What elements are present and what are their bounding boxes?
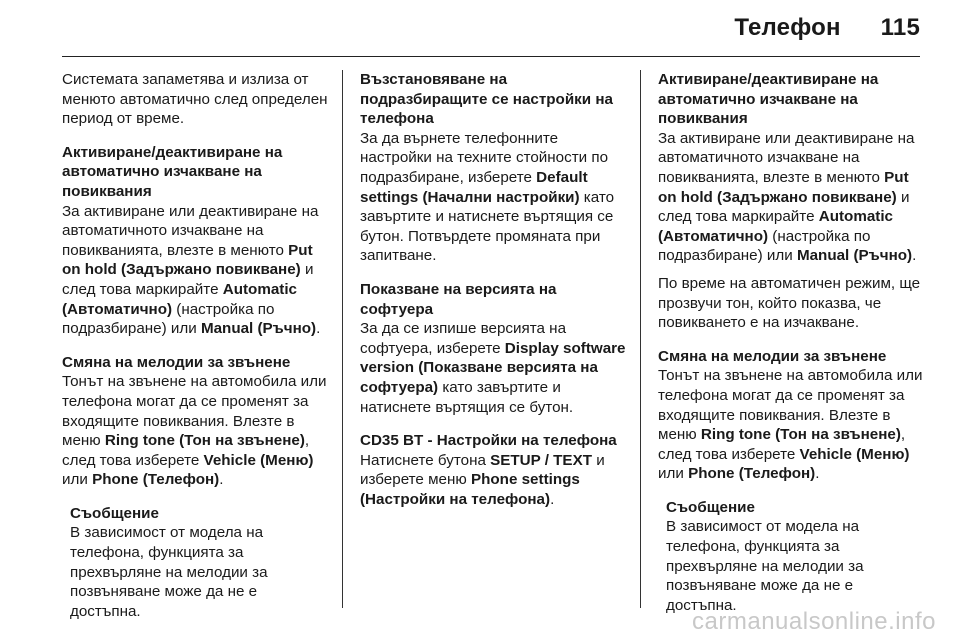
text-run: За активиране или деактивиране на автоматичното изчакване на повикванията, влезте в менюто (62, 202, 319, 259)
menu-term: Vehicle (Меню) (799, 445, 910, 463)
text-run: като завъртите и натиснете въртящия се бутон. Потвърдете промяната при запитване. (360, 188, 615, 265)
text-run: , след това изберете (62, 432, 310, 469)
section-heading: Възстановяване на подразбиращите се настройки на телефона (360, 71, 613, 128)
menu-term: Phone settings (Настройки на телефона) (360, 471, 580, 508)
text-run: За да върнете телефонните настройки на техните стойности по подразбиране, изберете (360, 129, 609, 186)
paragraph-text: Системата запаметява и излиза от менюто автоматично след определен период от време. (62, 71, 328, 128)
section-text (62, 202, 330, 339)
column-3 (658, 70, 926, 615)
menu-term: Default settings (Начални настройки) (360, 168, 588, 206)
note-text: В зависимост от модела на телефона, функцията за прехвърляне на мелодии за позвъняване може да не е достъпна. (70, 524, 268, 620)
page-header (734, 14, 920, 42)
text-run: . (550, 490, 555, 508)
section-heading: Показване на версията на софтуера (360, 280, 557, 318)
menu-term: Automatic (Автоматично) (658, 208, 894, 245)
menu-term: Phone (Телефон) (688, 465, 816, 483)
column-divider (342, 70, 343, 608)
page-number: 115 (880, 14, 920, 41)
menu-term: Manual (Ръчно) (200, 320, 317, 338)
section-default-settings (360, 70, 628, 266)
section-text (360, 319, 628, 417)
text-run: Тонът на звънене на автомобила или телефона могат да се променят за входящите повиквания. Влезте в меню (62, 373, 327, 450)
menu-term: Manual (Ръчно) (796, 247, 913, 265)
note-box (666, 498, 926, 616)
page-title: Телефон (734, 14, 841, 41)
text-run: и изберете меню (360, 451, 605, 489)
text-run: . (912, 247, 917, 265)
section-heading: Активиране/деактивиране на автоматично изчакване на повиквания (658, 71, 879, 128)
header-rule (62, 56, 920, 57)
paragraph-text: По време на автоматичен режим, ще прозвучи тон, който показва, че повикването е на изчакване. (658, 274, 921, 332)
menu-term: Vehicle (Меню) (203, 451, 314, 469)
section-heading: Активиране/деактивиране на автоматично изчакване на повиквания (62, 143, 283, 200)
section-text (658, 129, 926, 266)
menu-term: Phone (Телефон) (92, 471, 220, 489)
column-divider (640, 70, 641, 608)
menu-term: Put on hold (Задържано повикване) (658, 168, 909, 206)
menu-term: Put on hold (Задържано повикване) (62, 241, 313, 279)
section-ringtone (658, 347, 926, 484)
section-text (360, 129, 628, 266)
section-heading: Смяна на мелодии за звънене (62, 353, 291, 371)
text-run: . (815, 465, 820, 483)
section-text (658, 366, 926, 484)
section-auto-hold (62, 143, 330, 339)
section-heading: Смяна на мелодии за звънене (658, 347, 887, 365)
section-ringtone (62, 353, 330, 490)
column-1 (62, 70, 330, 621)
section-cd35-settings (360, 431, 628, 509)
text-run: (настройка по подразбиране) или (62, 300, 275, 338)
button-term: SETUP / TEXT (490, 451, 592, 469)
text-run: и след това маркирайте (658, 188, 910, 226)
text-run: . (316, 320, 321, 338)
menu-term: Ring tone (Тон на звънене) (104, 432, 305, 450)
text-run: или (62, 471, 93, 489)
text-run: За да се изпише версията на софтуера, изберете (360, 320, 567, 357)
note-text: В зависимост от модела на телефона, функцията за прехвърляне на мелодии за позвъняване може да не е достъпна. (666, 518, 864, 614)
section-software-version (360, 280, 628, 417)
section-text (360, 451, 628, 510)
column-2 (360, 70, 628, 523)
watermark: carmanualsonline.info (692, 608, 936, 635)
intro-paragraph (62, 70, 330, 129)
note-heading: Съобщение (70, 504, 159, 522)
text-run: или (658, 465, 689, 483)
section-auto-hold (658, 70, 926, 266)
note-heading: Съобщение (666, 498, 755, 516)
note-box (70, 504, 330, 622)
text-run: Тонът на звънене на автомобила или телефона могат да се променят за входящите повиквания. Влезте в меню (658, 367, 923, 444)
text-run: . (219, 471, 224, 489)
auto-mode-paragraph (658, 274, 926, 333)
text-run: , след това изберете (658, 426, 906, 463)
section-heading: CD35 BT - Настройки на телефона (360, 432, 617, 450)
text-run: Натиснете бутона (360, 451, 491, 469)
menu-term: Display software version (Показване версията на софтуера) (360, 339, 626, 396)
menu-term: Automatic (Автоматично) (62, 280, 298, 318)
text-run: като завъртите и натиснете въртящия се бутон. (360, 378, 574, 416)
menu-term: Ring tone (Тон на звънене) (700, 426, 901, 444)
text-run: За активиране или деактивиране на автоматичното изчакване на повикванията, влезте в менюто (658, 129, 915, 186)
text-run: (настройка по подразбиране) или (658, 227, 871, 265)
text-run: и след това маркирайте (62, 261, 314, 298)
section-text (62, 372, 330, 490)
